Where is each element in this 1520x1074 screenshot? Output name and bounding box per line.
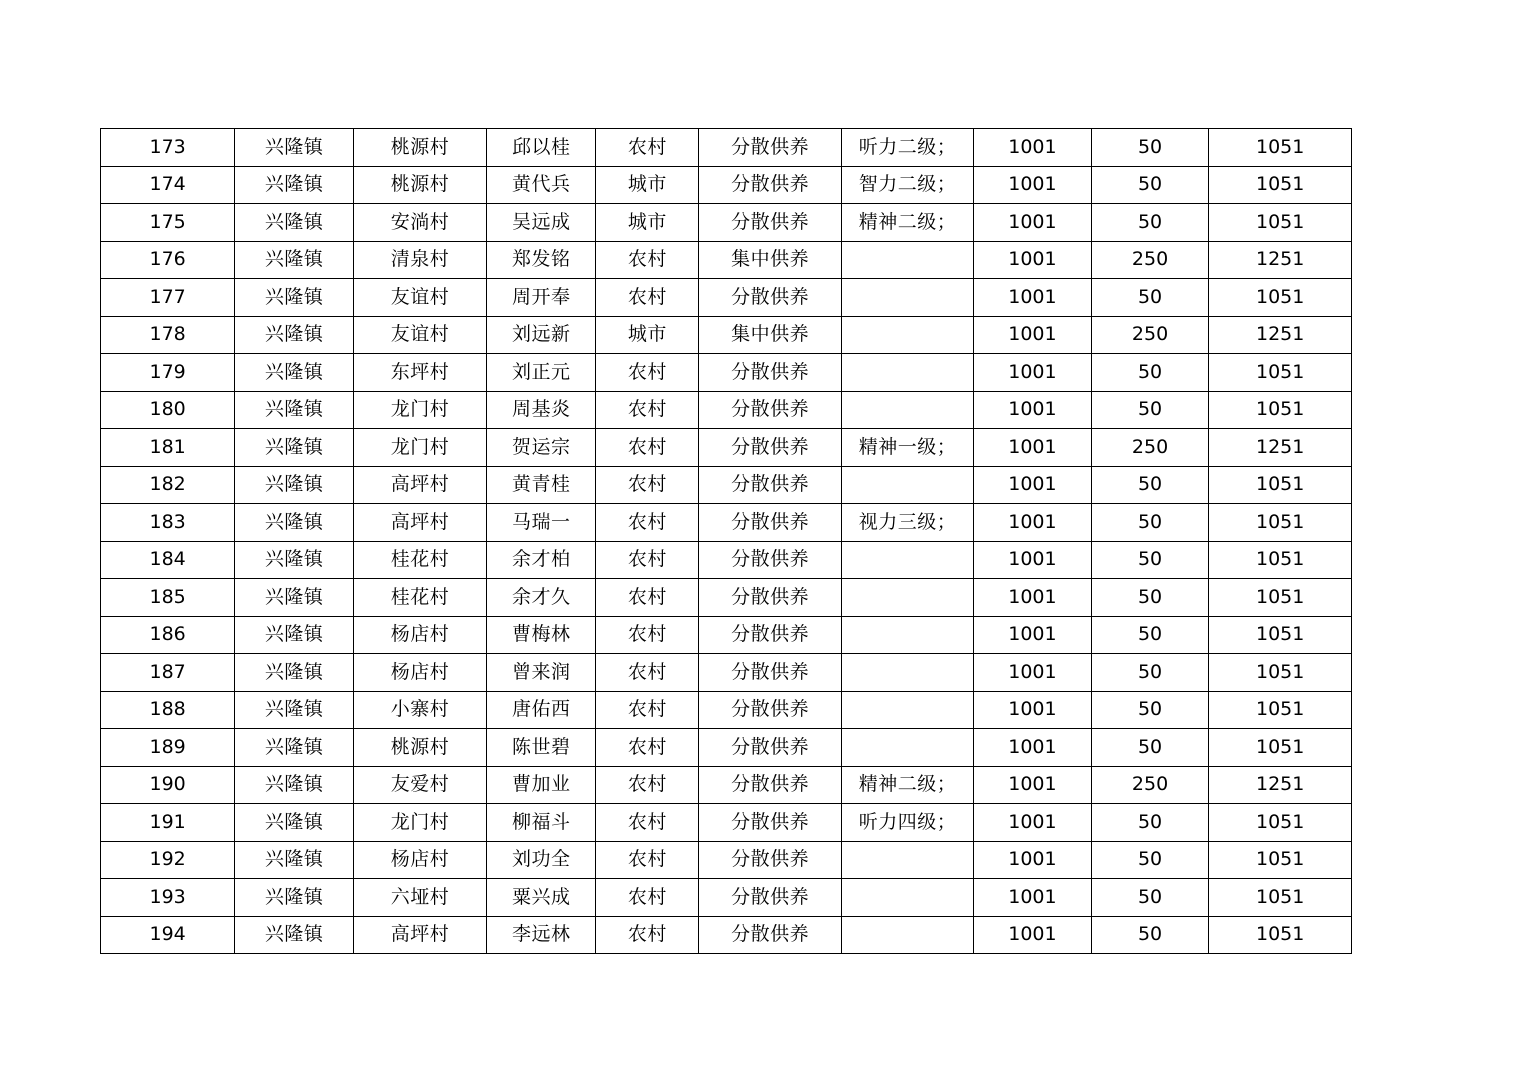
cell-town: 兴隆镇 <box>235 166 354 204</box>
table-row <box>101 541 1352 579</box>
cell-village: 六垭村 <box>353 879 486 917</box>
cell-town: 兴隆镇 <box>235 316 354 354</box>
cell-care-amount: 250 <box>1091 766 1209 804</box>
cell-total-amount: 1251 <box>1209 766 1352 804</box>
cell-village: 友爱村 <box>353 766 486 804</box>
table-row <box>101 391 1352 429</box>
table-body <box>101 129 1352 954</box>
cell-basic-amount: 1001 <box>974 916 1092 954</box>
cell-index: 191 <box>101 804 235 842</box>
cell-name: 黄代兵 <box>487 166 596 204</box>
table-row <box>101 766 1352 804</box>
cell-index: 193 <box>101 879 235 917</box>
cell-support-mode: 分散供养 <box>699 916 842 954</box>
cell-care-amount: 50 <box>1091 504 1209 542</box>
cell-care-amount: 50 <box>1091 691 1209 729</box>
cell-support-mode: 分散供养 <box>699 804 842 842</box>
cell-index: 180 <box>101 391 235 429</box>
cell-household-type: 农村 <box>596 241 699 279</box>
cell-disability: 听力四级； <box>841 804 973 842</box>
cell-basic-amount: 1001 <box>974 654 1092 692</box>
cell-total-amount: 1051 <box>1209 579 1352 617</box>
cell-index: 174 <box>101 166 235 204</box>
cell-name: 郑发铭 <box>487 241 596 279</box>
cell-town: 兴隆镇 <box>235 504 354 542</box>
table-row <box>101 354 1352 392</box>
cell-total-amount: 1051 <box>1209 166 1352 204</box>
cell-town: 兴隆镇 <box>235 279 354 317</box>
table-row <box>101 729 1352 767</box>
cell-total-amount: 1051 <box>1209 466 1352 504</box>
cell-household-type: 农村 <box>596 691 699 729</box>
table-row <box>101 204 1352 242</box>
cell-household-type: 农村 <box>596 841 699 879</box>
cell-disability <box>841 916 973 954</box>
cell-name: 曾来润 <box>487 654 596 692</box>
cell-index: 189 <box>101 729 235 767</box>
cell-village: 安淌村 <box>353 204 486 242</box>
cell-index: 175 <box>101 204 235 242</box>
cell-town: 兴隆镇 <box>235 766 354 804</box>
cell-village: 龙门村 <box>353 804 486 842</box>
cell-care-amount: 50 <box>1091 129 1209 167</box>
cell-index: 185 <box>101 579 235 617</box>
cell-town: 兴隆镇 <box>235 916 354 954</box>
cell-total-amount: 1051 <box>1209 354 1352 392</box>
cell-disability: 听力二级； <box>841 129 973 167</box>
cell-village: 桂花村 <box>353 579 486 617</box>
cell-care-amount: 50 <box>1091 391 1209 429</box>
cell-town: 兴隆镇 <box>235 804 354 842</box>
cell-disability <box>841 654 973 692</box>
cell-total-amount: 1051 <box>1209 691 1352 729</box>
cell-total-amount: 1051 <box>1209 279 1352 317</box>
cell-village: 龙门村 <box>353 429 486 467</box>
cell-household-type: 农村 <box>596 391 699 429</box>
cell-index: 173 <box>101 129 235 167</box>
supply-payment-table <box>100 128 1352 954</box>
cell-disability: 精神一级； <box>841 429 973 467</box>
table-row <box>101 579 1352 617</box>
cell-basic-amount: 1001 <box>974 279 1092 317</box>
cell-index: 182 <box>101 466 235 504</box>
cell-disability <box>841 466 973 504</box>
cell-disability: 视力三级； <box>841 504 973 542</box>
cell-name: 吴远成 <box>487 204 596 242</box>
cell-support-mode: 分散供养 <box>699 129 842 167</box>
cell-index: 177 <box>101 279 235 317</box>
cell-basic-amount: 1001 <box>974 466 1092 504</box>
cell-village: 杨店村 <box>353 841 486 879</box>
cell-name: 黄青桂 <box>487 466 596 504</box>
cell-basic-amount: 1001 <box>974 504 1092 542</box>
cell-basic-amount: 1001 <box>974 129 1092 167</box>
cell-household-type: 农村 <box>596 354 699 392</box>
cell-support-mode: 分散供养 <box>699 654 842 692</box>
cell-care-amount: 50 <box>1091 466 1209 504</box>
cell-basic-amount: 1001 <box>974 729 1092 767</box>
table-row <box>101 129 1352 167</box>
table-row <box>101 916 1352 954</box>
cell-basic-amount: 1001 <box>974 166 1092 204</box>
cell-disability: 精神二级； <box>841 204 973 242</box>
table-row <box>101 879 1352 917</box>
cell-name: 曹梅林 <box>487 616 596 654</box>
cell-care-amount: 50 <box>1091 204 1209 242</box>
cell-name: 余才久 <box>487 579 596 617</box>
cell-disability <box>841 616 973 654</box>
cell-household-type: 农村 <box>596 429 699 467</box>
table-row <box>101 841 1352 879</box>
cell-total-amount: 1251 <box>1209 241 1352 279</box>
cell-household-type: 农村 <box>596 541 699 579</box>
table-row <box>101 316 1352 354</box>
table-row <box>101 616 1352 654</box>
cell-town: 兴隆镇 <box>235 879 354 917</box>
cell-care-amount: 50 <box>1091 841 1209 879</box>
cell-support-mode: 分散供养 <box>699 616 842 654</box>
table-row <box>101 241 1352 279</box>
cell-support-mode: 分散供养 <box>699 166 842 204</box>
cell-basic-amount: 1001 <box>974 579 1092 617</box>
cell-basic-amount: 1001 <box>974 429 1092 467</box>
cell-town: 兴隆镇 <box>235 616 354 654</box>
cell-care-amount: 50 <box>1091 616 1209 654</box>
cell-support-mode: 分散供养 <box>699 204 842 242</box>
cell-name: 周开奉 <box>487 279 596 317</box>
cell-index: 188 <box>101 691 235 729</box>
cell-care-amount: 50 <box>1091 354 1209 392</box>
cell-support-mode: 分散供养 <box>699 279 842 317</box>
cell-town: 兴隆镇 <box>235 391 354 429</box>
cell-name: 粟兴成 <box>487 879 596 917</box>
cell-town: 兴隆镇 <box>235 204 354 242</box>
cell-care-amount: 50 <box>1091 579 1209 617</box>
cell-name: 刘功全 <box>487 841 596 879</box>
table-row <box>101 504 1352 542</box>
cell-care-amount: 50 <box>1091 916 1209 954</box>
cell-care-amount: 50 <box>1091 541 1209 579</box>
cell-household-type: 农村 <box>596 579 699 617</box>
cell-town: 兴隆镇 <box>235 129 354 167</box>
cell-name: 唐佑西 <box>487 691 596 729</box>
cell-care-amount: 250 <box>1091 241 1209 279</box>
table-row <box>101 654 1352 692</box>
cell-name: 邱以桂 <box>487 129 596 167</box>
cell-basic-amount: 1001 <box>974 541 1092 579</box>
cell-town: 兴隆镇 <box>235 541 354 579</box>
cell-index: 192 <box>101 841 235 879</box>
cell-village: 小寨村 <box>353 691 486 729</box>
cell-support-mode: 分散供养 <box>699 354 842 392</box>
cell-index: 184 <box>101 541 235 579</box>
cell-village: 桃源村 <box>353 129 486 167</box>
cell-household-type: 农村 <box>596 879 699 917</box>
cell-town: 兴隆镇 <box>235 241 354 279</box>
cell-name: 马瑞一 <box>487 504 596 542</box>
cell-village: 桃源村 <box>353 729 486 767</box>
cell-support-mode: 分散供养 <box>699 691 842 729</box>
cell-disability <box>841 691 973 729</box>
cell-disability <box>841 241 973 279</box>
cell-disability <box>841 729 973 767</box>
cell-support-mode: 分散供养 <box>699 766 842 804</box>
cell-household-type: 农村 <box>596 916 699 954</box>
cell-village: 友谊村 <box>353 279 486 317</box>
cell-care-amount: 50 <box>1091 654 1209 692</box>
table-row <box>101 691 1352 729</box>
cell-index: 178 <box>101 316 235 354</box>
cell-name: 柳福斗 <box>487 804 596 842</box>
cell-disability <box>841 879 973 917</box>
cell-village: 龙门村 <box>353 391 486 429</box>
cell-support-mode: 分散供养 <box>699 729 842 767</box>
cell-care-amount: 50 <box>1091 879 1209 917</box>
cell-total-amount: 1051 <box>1209 504 1352 542</box>
cell-disability <box>841 316 973 354</box>
cell-care-amount: 50 <box>1091 804 1209 842</box>
cell-village: 清泉村 <box>353 241 486 279</box>
cell-total-amount: 1051 <box>1209 204 1352 242</box>
cell-town: 兴隆镇 <box>235 729 354 767</box>
cell-total-amount: 1051 <box>1209 916 1352 954</box>
cell-basic-amount: 1001 <box>974 316 1092 354</box>
cell-household-type: 农村 <box>596 729 699 767</box>
cell-index: 190 <box>101 766 235 804</box>
cell-village: 桃源村 <box>353 166 486 204</box>
cell-disability <box>841 391 973 429</box>
cell-village: 东坪村 <box>353 354 486 392</box>
cell-basic-amount: 1001 <box>974 879 1092 917</box>
cell-name: 周基炎 <box>487 391 596 429</box>
cell-household-type: 农村 <box>596 279 699 317</box>
cell-village: 高坪村 <box>353 504 486 542</box>
cell-basic-amount: 1001 <box>974 616 1092 654</box>
cell-name: 刘远新 <box>487 316 596 354</box>
cell-total-amount: 1251 <box>1209 429 1352 467</box>
cell-village: 杨店村 <box>353 616 486 654</box>
cell-support-mode: 集中供养 <box>699 316 842 354</box>
cell-town: 兴隆镇 <box>235 579 354 617</box>
cell-total-amount: 1051 <box>1209 391 1352 429</box>
cell-disability <box>841 841 973 879</box>
cell-household-type: 城市 <box>596 166 699 204</box>
cell-name: 李远林 <box>487 916 596 954</box>
cell-index: 176 <box>101 241 235 279</box>
table-row <box>101 804 1352 842</box>
cell-basic-amount: 1001 <box>974 804 1092 842</box>
cell-village: 杨店村 <box>353 654 486 692</box>
cell-total-amount: 1051 <box>1209 129 1352 167</box>
cell-town: 兴隆镇 <box>235 691 354 729</box>
cell-total-amount: 1051 <box>1209 541 1352 579</box>
cell-household-type: 农村 <box>596 129 699 167</box>
cell-support-mode: 分散供养 <box>699 841 842 879</box>
cell-care-amount: 50 <box>1091 729 1209 767</box>
cell-total-amount: 1251 <box>1209 316 1352 354</box>
cell-household-type: 农村 <box>596 466 699 504</box>
cell-basic-amount: 1001 <box>974 204 1092 242</box>
cell-care-amount: 50 <box>1091 166 1209 204</box>
cell-disability: 精神二级； <box>841 766 973 804</box>
cell-index: 186 <box>101 616 235 654</box>
cell-index: 179 <box>101 354 235 392</box>
cell-village: 桂花村 <box>353 541 486 579</box>
cell-disability <box>841 541 973 579</box>
cell-household-type: 农村 <box>596 766 699 804</box>
cell-name: 贺运宗 <box>487 429 596 467</box>
cell-name: 余才柏 <box>487 541 596 579</box>
cell-town: 兴隆镇 <box>235 841 354 879</box>
cell-support-mode: 分散供养 <box>699 541 842 579</box>
cell-total-amount: 1051 <box>1209 804 1352 842</box>
cell-total-amount: 1051 <box>1209 841 1352 879</box>
cell-basic-amount: 1001 <box>974 841 1092 879</box>
cell-basic-amount: 1001 <box>974 241 1092 279</box>
cell-disability <box>841 354 973 392</box>
cell-support-mode: 分散供养 <box>699 429 842 467</box>
cell-town: 兴隆镇 <box>235 354 354 392</box>
cell-care-amount: 250 <box>1091 429 1209 467</box>
table-row <box>101 466 1352 504</box>
cell-village: 友谊村 <box>353 316 486 354</box>
cell-village: 高坪村 <box>353 466 486 504</box>
cell-disability: 智力二级； <box>841 166 973 204</box>
cell-support-mode: 分散供养 <box>699 391 842 429</box>
cell-index: 187 <box>101 654 235 692</box>
cell-total-amount: 1051 <box>1209 654 1352 692</box>
cell-support-mode: 集中供养 <box>699 241 842 279</box>
cell-name: 刘正元 <box>487 354 596 392</box>
cell-household-type: 城市 <box>596 204 699 242</box>
cell-village: 高坪村 <box>353 916 486 954</box>
cell-town: 兴隆镇 <box>235 654 354 692</box>
cell-support-mode: 分散供养 <box>699 879 842 917</box>
cell-household-type: 城市 <box>596 316 699 354</box>
cell-basic-amount: 1001 <box>974 691 1092 729</box>
cell-total-amount: 1051 <box>1209 879 1352 917</box>
cell-index: 194 <box>101 916 235 954</box>
cell-index: 183 <box>101 504 235 542</box>
cell-index: 181 <box>101 429 235 467</box>
cell-support-mode: 分散供养 <box>699 504 842 542</box>
cell-support-mode: 分散供养 <box>699 579 842 617</box>
cell-household-type: 农村 <box>596 654 699 692</box>
cell-name: 曹加业 <box>487 766 596 804</box>
cell-basic-amount: 1001 <box>974 354 1092 392</box>
cell-town: 兴隆镇 <box>235 429 354 467</box>
cell-disability <box>841 579 973 617</box>
table-row <box>101 279 1352 317</box>
table-container <box>100 128 1352 954</box>
cell-support-mode: 分散供养 <box>699 466 842 504</box>
cell-town: 兴隆镇 <box>235 466 354 504</box>
cell-care-amount: 250 <box>1091 316 1209 354</box>
cell-household-type: 农村 <box>596 504 699 542</box>
cell-household-type: 农村 <box>596 804 699 842</box>
cell-total-amount: 1051 <box>1209 729 1352 767</box>
cell-disability <box>841 279 973 317</box>
table-row <box>101 429 1352 467</box>
cell-care-amount: 50 <box>1091 279 1209 317</box>
cell-total-amount: 1051 <box>1209 616 1352 654</box>
cell-name: 陈世碧 <box>487 729 596 767</box>
cell-basic-amount: 1001 <box>974 766 1092 804</box>
cell-household-type: 农村 <box>596 616 699 654</box>
table-row <box>101 166 1352 204</box>
cell-basic-amount: 1001 <box>974 391 1092 429</box>
